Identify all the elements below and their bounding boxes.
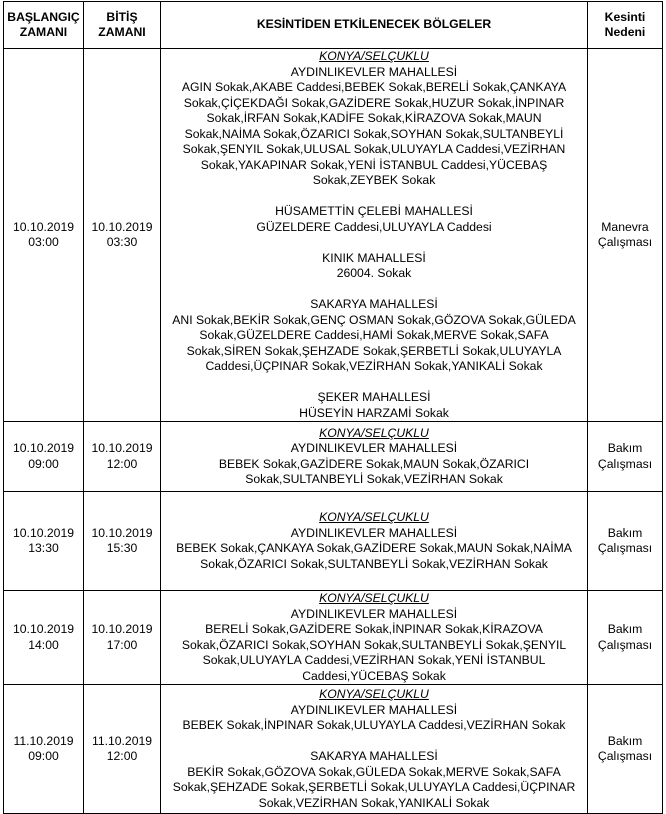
end-time-cell [84, 685, 161, 814]
header-end-time: BİTİŞ ZAMANI [84, 2, 161, 49]
street-list-line: Sokak,ŞENYIL Sokak,ULUSAL Sokak,ULUYAYLA Caddesi,VEZİRHAN [182, 142, 566, 156]
start-time: 13:30 [28, 541, 59, 555]
street-list-line: ANI Sokak,BEKİR Sokak,GENÇ OSMAN Sokak,GÖZOVA Sokak,GÜLEDA [172, 312, 576, 327]
start-time: 14:00 [28, 637, 59, 652]
table-row [4, 422, 663, 492]
reason-text: Çalışması [597, 541, 653, 555]
spacer [163, 189, 585, 205]
start-date: 10.10.2019 [13, 441, 74, 455]
street-list-line: AGIN Sokak,AKABE Caddesi,BEBEK Sokak,BERELİ Sokak,ÇANKAYA [181, 80, 567, 94]
city-district: KONYA/SELÇUKLU [319, 49, 429, 63]
spacer [163, 282, 585, 298]
spacer [163, 734, 585, 750]
regions-cell [161, 685, 588, 814]
street-list-line: Sokak,VEZİRHAN Sokak,YANIKALİ Sokak [258, 795, 490, 810]
end-date: 10.10.2019 [91, 622, 153, 636]
street-list-line: HÜSEYİN HARZAMİ Sokak [299, 405, 449, 420]
end-time-cell [84, 591, 161, 685]
street-list-line: BEBEK Sokak,GAZİDERE Sokak,MAUN Sokak,ÖZARICI [218, 456, 530, 471]
header-outage-reason: Kesinti Nedeni [588, 2, 663, 49]
street-list-line: Sokak,ÖZARICI Sokak,SULTANBEYLİ Sokak,VEZİRHAN Sokak [200, 556, 548, 571]
reason-text: Çalışması [597, 235, 653, 249]
reason-text: Bakım [607, 441, 643, 455]
end-date: 10.10.2019 [91, 441, 153, 455]
city-district: KONYA/SELÇUKLU [319, 591, 429, 605]
reason-text: Bakım [607, 525, 643, 540]
reason-cell [588, 591, 663, 685]
regions-cell [161, 49, 588, 422]
end-time: 03:30 [106, 235, 138, 249]
reason-cell [588, 49, 663, 422]
regions-cell [161, 492, 588, 591]
spacer [163, 375, 585, 391]
end-date: 11.10.2019 [91, 733, 153, 748]
street-list-line: Sokak,ULUYAYLA Caddesi,VEZİRHAN Sokak,YENİ İSTANBUL [202, 653, 546, 667]
end-time: 12:00 [106, 749, 138, 763]
header-start-time: BAŞLANGIÇ ZAMANI [4, 2, 84, 49]
end-time: 15:30 [106, 541, 138, 555]
neighborhood-name: SAKARYA MAHALLESİ [310, 297, 438, 311]
neighborhood-name: AYDINLIKEVLER MAHALLESİ [290, 606, 458, 621]
table-row [4, 591, 663, 685]
street-list-line: Sokak,ZEYBEK Sokak [312, 173, 436, 187]
city-district: KONYA/SELÇUKLU [319, 425, 429, 440]
end-time-cell [84, 49, 161, 422]
start-date: 10.10.2019 [13, 622, 74, 636]
end-time-cell [84, 492, 161, 591]
outage-table [3, 1, 663, 814]
street-list-line: Caddesi,ÜÇPINAR Sokak,VEZİRHAN Sokak,YANIKALİ Sokak [205, 359, 543, 373]
street-list-line: Caddesi,YÜCEBAŞ Sokak [302, 668, 446, 683]
city-district: KONYA/SELÇUKLU [319, 687, 429, 701]
reason-cell [588, 492, 663, 591]
reason-text: Bakım [607, 733, 643, 748]
street-list-line: BEKİR Sokak,GÖZOVA Sokak,GÜLEDA Sokak,MERVE Sokak,SAFA [187, 764, 561, 779]
street-list-line: Sokak,YAKAPINAR Sokak,YENİ İSTANBUL Caddesi,YÜCEBAŞ [200, 157, 548, 172]
table-row [4, 492, 663, 591]
street-list-line: BEBEK Sokak,İNPINAR Sokak,ULUYAYLA Caddesi,VEZİRHAN Sokak [182, 718, 566, 732]
regions-cell [161, 422, 588, 492]
reason-text: Çalışması [597, 456, 653, 471]
neighborhood-name: AYDINLIKEVLER MAHALLESİ [290, 702, 458, 717]
street-list-line: Sokak,SİREN Sokak,ŞEHZADE Sokak,ŞERBETLİ Sokak,ULUYAYLA [186, 343, 562, 358]
start-time: 09:00 [28, 456, 59, 471]
street-list-line: BEBEK Sokak,ÇANKAYA Sokak,GAZİDERE Sokak,MAUN Sokak,NAİMA [176, 541, 572, 555]
end-time: 17:00 [106, 637, 138, 652]
spacer [163, 235, 585, 251]
street-list-line: Sokak,GÜZELDERE Caddesi,HAMİ Sokak,MERVE Sokak,SAFA [199, 328, 549, 342]
street-list-line: GÜZELDERE Caddesi,ULUYAYLA Caddesi [256, 219, 492, 234]
street-list-line: 26004. Sokak [336, 266, 412, 280]
end-time-cell [84, 422, 161, 492]
street-list-line: Sokak,SULTANBEYLİ Sokak,VEZİRHAN Sokak [245, 472, 503, 486]
start-time-cell [4, 492, 84, 591]
start-time: 09:00 [28, 749, 59, 763]
neighborhood-name: AYDINLIKEVLER MAHALLESİ [290, 64, 458, 79]
street-list-line: Sokak,ÇİÇEKDAĞI Sokak,GAZİDERE Sokak,HUZUR Sokak,İNPINAR [183, 95, 565, 110]
street-list-line: Sokak,NAİMA Sokak,ÖZARICI Sokak,SOYHAN Sokak,SULTANBEYLİ [184, 126, 564, 141]
end-date: 10.10.2019 [91, 525, 153, 540]
start-date: 11.10.2019 [13, 733, 74, 748]
street-list-line: Sokak,İRFAN Sokak,KADİFE Sokak,KİRAZOVA Sokak,MAUN [206, 111, 542, 125]
neighborhood-name: SAKARYA MAHALLESİ [310, 749, 438, 763]
table-body [4, 49, 663, 814]
start-date: 10.10.2019 [13, 525, 74, 540]
reason-text: Bakım [607, 622, 643, 636]
reason-text: Çalışması [597, 749, 653, 763]
reason-cell [588, 685, 663, 814]
end-time: 12:00 [106, 456, 138, 471]
regions-cell [161, 591, 588, 685]
start-date: 10.10.2019 [13, 219, 74, 234]
street-list-line: BERELİ Sokak,GAZİDERE Sokak,İNPINAR Sokak,KİRAZOVA [205, 622, 543, 636]
table-row [4, 685, 663, 814]
neighborhood-name: AYDINLIKEVLER MAHALLESİ [290, 441, 458, 455]
header-affected-regions: KESİNTİDEN ETKİLENECEK BÖLGELER [161, 2, 588, 49]
street-list-line: Sokak,ŞEHZADE Sokak,ŞERBETLİ Sokak,ULUYAYLA Caddesi,ÜÇPINAR [172, 780, 576, 794]
reason-text: Manevra [601, 219, 649, 234]
city-district: KONYA/SELÇUKLU [319, 510, 429, 524]
reason-cell [588, 422, 663, 492]
start-time-cell [4, 422, 84, 492]
header-row [4, 2, 663, 49]
start-time-cell [4, 591, 84, 685]
neighborhood-name: ŞEKER MAHALLESİ [317, 390, 431, 404]
start-time: 03:00 [28, 235, 59, 249]
reason-text: Çalışması [597, 637, 653, 652]
table-row [4, 49, 663, 422]
start-time-cell [4, 685, 84, 814]
street-list-line: Sokak,ÖZARICI Sokak,SOYHAN Sokak,SULTANBEYLİ Sokak,ŞENYIL [181, 637, 567, 652]
start-time-cell [4, 49, 84, 422]
neighborhood-name: HÜSAMETTİN ÇELEBİ MAHALLESİ [275, 204, 473, 218]
neighborhood-name: KINIK MAHALLESİ [322, 250, 426, 265]
neighborhood-name: AYDINLIKEVLER MAHALLESİ [290, 525, 458, 540]
end-date: 10.10.2019 [91, 219, 153, 234]
